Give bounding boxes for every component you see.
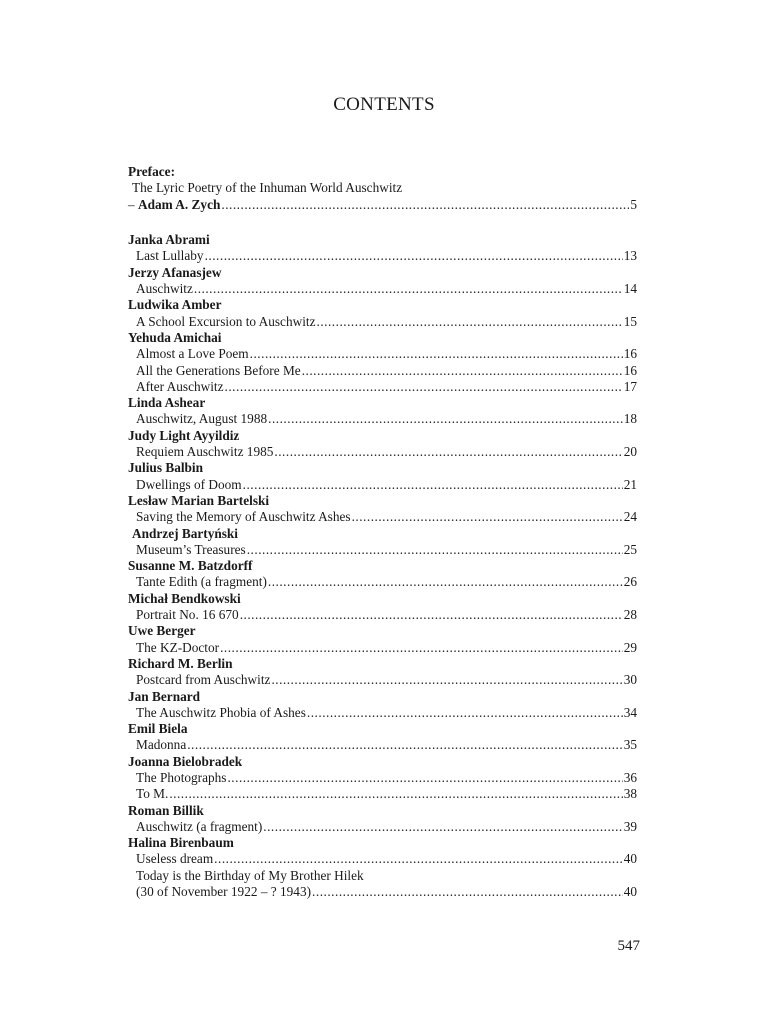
leader-dots [274,444,622,460]
page-number-ref: 21 [623,476,637,492]
author-name: Joanna Bielobradek [128,753,243,769]
poem-title: Postcard from Auschwitz [136,672,271,688]
poem-title: Almost a Love Poem [136,346,249,362]
preface-subtitle-text: The Lyric Poetry of the Inhuman World Auschwitz [132,180,403,196]
toc-entry [128,737,637,753]
preface-label: Preface: [128,164,175,179]
page-number-ref: 28 [623,607,637,623]
poem-title: Saving the Memory of Auschwitz Ashes [136,509,351,525]
poem-title: Madonna [136,737,187,753]
toc-entry [128,819,637,835]
poem-title: Dwellings of Doom [136,476,242,492]
preface-page-number: 5 [630,196,637,212]
author-name: Judy Light Ayyildiz [128,427,240,443]
author-name: Julius Balbin [128,460,204,476]
author-name: Linda Ashear [128,395,206,411]
leader-dots [250,346,623,362]
page-number-ref: 39 [623,818,637,834]
leader-dots [312,884,623,900]
toc-entry [128,346,637,362]
page-number-ref: 16 [623,346,637,362]
toc-entry [128,705,637,721]
author-name: Jerzy Afanasjew [128,264,222,280]
author-name: Andrzej Bartyński [132,525,239,541]
leader-dots [352,509,623,525]
author-name: Richard M. Berlin [128,655,233,671]
author-list [128,232,637,900]
page-number-ref: 38 [623,786,637,802]
author-name: Ludwika Amber [128,297,222,313]
page-number-ref: 16 [623,362,637,378]
poem-title: Auschwitz (a fragment) [136,818,263,834]
poem-title: The Auschwitz Phobia of Ashes [136,704,306,720]
author-name: Susanne M. Batzdorff [128,558,253,574]
toc-entry [128,379,637,395]
page-number-ref: 14 [623,281,637,297]
toc-entry [128,363,637,379]
toc-entry [128,770,637,786]
page-number-ref: 24 [623,509,637,525]
page-number: 547 [617,938,640,954]
leader-dots [225,379,623,395]
preface-author: Adam A. Zych [137,196,221,212]
toc-entry [128,574,637,590]
leader-dots [240,607,623,623]
page-number-ref: 18 [623,411,637,427]
poem-title: (30 of November 1922 – ? 1943) [136,884,312,900]
page-number-ref: 30 [623,672,637,688]
page-number-ref: 35 [623,737,637,753]
leader-dots [271,672,622,688]
author-name: Yehuda Amichai [128,329,222,345]
page-number-ref: 40 [623,884,637,900]
preface-dash: – [128,196,138,212]
leader-dots [243,477,623,493]
page-number-ref: 13 [623,248,637,264]
author-name: Michał Bendkowski [128,590,241,606]
author-name: Halina Birenbaum [128,835,234,851]
leader-dots [214,851,623,867]
toc-entry [128,444,637,460]
poem-title: The KZ-Doctor [136,639,220,655]
leader-dots [194,281,623,297]
author-name: Janka Abrami [128,232,210,248]
page-title: CONTENTS [333,94,435,115]
leader-dots [263,819,622,835]
leader-dots [187,737,622,753]
page-number-ref: 25 [623,541,637,557]
toc-entry [128,607,637,623]
poem-title: Museum’s Treasures [136,541,246,557]
page-number-ref: 20 [623,444,637,460]
toc-entry [128,851,637,867]
poem-title: After Auschwitz [136,378,224,394]
toc-entry [128,281,637,297]
leader-dots [302,363,623,379]
leader-dots [227,770,622,786]
poem-title: A School Excursion to Auschwitz [136,313,316,329]
page-number-ref: 17 [623,378,637,394]
author-name: Roman Billik [128,802,204,818]
poem-title: Tante Edith (a fragment) [136,574,267,590]
page-number-ref: 26 [623,574,637,590]
page-number-ref: 29 [623,639,637,655]
poem-title-line: Today is the Birthday of My Brother Hilek [136,867,364,883]
leader-dots [221,197,629,213]
toc-entry [128,411,637,427]
page-number-ref: 34 [623,704,637,720]
leader-dots [268,411,623,427]
poem-title: Useless dream [136,851,214,867]
leader-dots [220,640,623,656]
author-name: Jan Bernard [128,688,201,704]
poem-title: The Photographs [136,769,227,785]
page-number-ref: 15 [623,313,637,329]
poem-title: All the Generations Before Me [136,362,301,378]
toc-entry [128,248,637,264]
toc-entry [128,640,637,656]
leader-dots [169,786,622,802]
leader-dots [247,542,623,558]
poem-title: Auschwitz [136,281,193,297]
toc-entry [128,672,637,688]
leader-dots [205,248,623,264]
poem-title: Last Lullaby [136,248,204,264]
toc-entry [128,786,637,802]
spacer [128,213,637,229]
author-name: Emil Biela [128,721,188,737]
page-number-ref: 36 [623,769,637,785]
poem-title: To M. [136,786,169,802]
poem-title: Auschwitz, August 1988 [136,411,268,427]
leader-dots [268,574,623,590]
author-name: Uwe Berger [128,623,196,639]
preface-author-row [128,197,637,213]
preface-subtitle [128,180,637,196]
poem-title: Portrait No. 16 670 [136,607,239,623]
table-of-contents [128,164,637,900]
author-name: Lesław Marian Bartelski [128,492,270,508]
page-number-ref: 40 [623,851,637,867]
toc-entry [128,314,637,330]
toc-entry [128,542,637,558]
leader-dots [307,705,623,721]
toc-entry [128,509,637,525]
toc-entry [128,477,637,493]
poem-title: Requiem Auschwitz 1985 [136,444,274,460]
toc-entry [128,884,637,900]
leader-dots [317,314,623,330]
